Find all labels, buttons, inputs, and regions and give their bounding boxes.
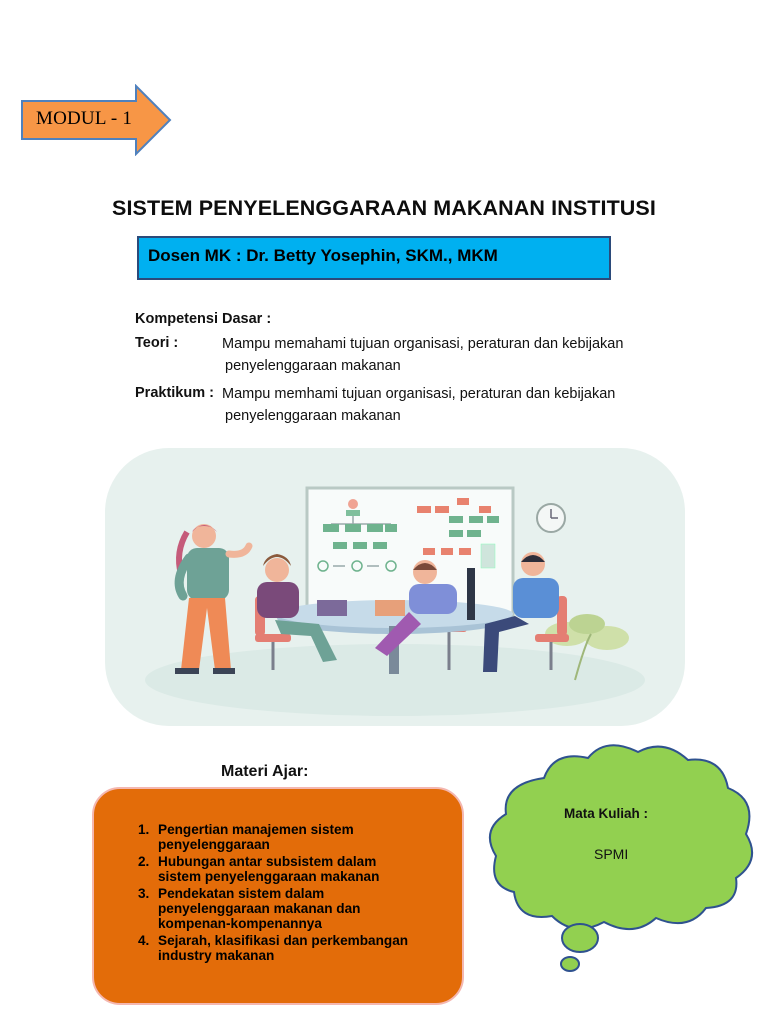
teori-description <box>222 333 692 377</box>
teori-line-2: penyelenggaraan makanan <box>225 358 401 374</box>
materi-item-line: penyelenggaraan <box>158 837 270 852</box>
materi-item-line: Hubungan antar subsistem dalam <box>158 854 377 869</box>
materi-item-line: Pengertian manajemen sistem <box>158 822 354 837</box>
materi-item <box>138 854 458 884</box>
course-value: SPMI <box>594 846 629 862</box>
competency-heading: Kompetensi Dasar : <box>135 311 272 327</box>
materi-item-number: 1. <box>138 822 150 837</box>
materi-heading: Materi Ajar: <box>221 763 309 780</box>
page-title: SISTEM PENYELENGGARAAN MAKANAN INSTITUSI <box>112 196 656 220</box>
praktikum-line-2: penyelenggaraan makanan <box>225 408 401 424</box>
wall-clock-icon <box>537 504 565 532</box>
modul-label: MODUL - 1 <box>36 108 133 129</box>
materi-item <box>138 822 458 852</box>
materi-item-number: 2. <box>138 854 150 869</box>
materi-item-number: 3. <box>138 886 150 901</box>
materi-item-line: industry makanan <box>158 948 275 963</box>
materi-item-line: penyelenggaraan makanan dan <box>158 901 361 916</box>
praktikum-label: Praktikum : <box>135 385 214 401</box>
teori-line-1: Mampu memahami tujuan organisasi, peraturan dan kebijakan <box>222 336 624 352</box>
materi-item-line: Sejarah, klasifikasi dan perkembangan <box>158 933 409 948</box>
materi-item-line: Pendekatan sistem dalam <box>158 886 325 901</box>
team-meeting-illustration <box>105 448 685 726</box>
course-heading: Mata Kuliah : <box>564 806 649 821</box>
praktikum-line-1: Mampu memhami tujuan organisasi, peraturan dan kebijakan <box>222 386 616 402</box>
teori-label: Teori : <box>135 335 179 351</box>
materi-list <box>138 822 458 965</box>
materi-item-line: kompenan-kompenannya <box>158 916 322 931</box>
materi-item-line: sistem penyelenggaraan makanan <box>158 869 380 884</box>
lecturer-text: Dosen MK : Dr. Betty Yosephin, SKM., MKM <box>148 246 498 265</box>
praktikum-description <box>222 383 692 427</box>
materi-item <box>138 933 458 963</box>
materi-item-number: 4. <box>138 933 150 948</box>
materi-item <box>138 886 458 931</box>
